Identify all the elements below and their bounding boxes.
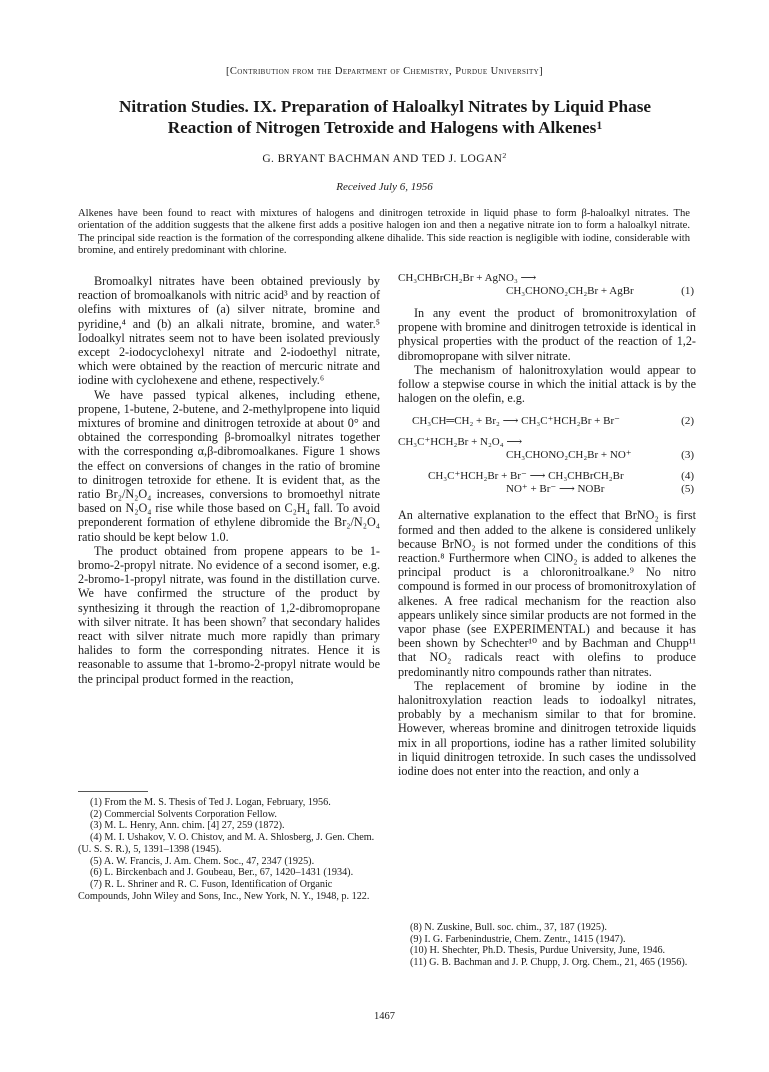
equation-number: (5) <box>681 483 694 496</box>
footnote: (7) R. L. Shriner and R. C. Fuson, Identification of Organic Compounds, John Wiley and Sons, Inc., New York, N. Y., 1948, p. 122. <box>78 878 370 902</box>
footnotes-left <box>78 797 380 902</box>
footnote: (8) N. Zuskine, Bull. soc. chim., 37, 187 (1925). <box>410 922 607 933</box>
paragraph: We have passed typical alkenes, including ethene, propene, 1-butene, 2-butene, and 2-methylpropene into liquid mixtures of bromine and dinitrogen tetroxide at about 0° and obtained the corresponding β-bromoalkyl nitrates together with the corresponding α,β-dibromoalkanes. Figure 1 shows the effect on conversions of changes in the ratio of bromine to dinitrogen tetroxide for ethene. It is evident that, as the ratio Br₂/N₂O₄ increases, conversions to bromoethyl nitrate based on N₂O₄ rise while those based on C₂H₄ fall. To avoid preponderent formation of ethylene dibromide the Br₂/N₂O₄ ratio should be kept below 1.0. <box>78 387 380 544</box>
footnote: (4) M. I. Ushakov, V. O. Chistov, and M. A. Shlosberg, J. Gen. Chem. (U. S. S. R.), 5, 1391–1398 (1945). <box>78 832 375 855</box>
right-column <box>398 272 696 778</box>
equation-4 <box>398 470 696 483</box>
paragraph: Bromoalkyl nitrates have been obtained previously by reaction of bromoalkanols with nitric acid³ and by reaction of olefins with mixtures of (a) silver nitrate, bromine and pyridine,⁴ and (b) an alkali nitrate, bromine, and water.⁵ Iodoalkyl nitrates seem not to have been isolated previously except 2-iodocyclohexyl nitrate and 2-iodoethyl nitrate, which were obtained by the reaction of mercuric nitrate and iodine with cyclohexene and ethene, respectively.⁶ <box>78 274 380 388</box>
contribution-header: [Contribution from the Department of Chemistry, Purdue University] <box>225 66 543 77</box>
title-line-1: Nitration Studies. IX. Preparation of Haloalkyl Nitrates by Liquid Phase <box>118 97 652 116</box>
equation-number: (4) <box>681 470 694 483</box>
title-footnote-mark: 1 <box>596 119 603 132</box>
footnote: (5) A. W. Francis, J. Am. Chem. Soc., 47, 2347 (1925). <box>90 855 315 867</box>
equation-4-text: CH₃C⁺HCH₂Br + Br⁻ ⟶ CH₃CHBrCH₂Br <box>428 470 624 483</box>
footnote: (10) H. Shechter, Ph.D. Thesis, Purdue University, June, 1946. <box>410 945 666 957</box>
equation-1 <box>398 272 696 298</box>
equation-1-line-1: CH₃CHBrCH₂Br + AgNO₃ ⟶ <box>398 272 537 284</box>
equation-number: (3) <box>681 449 694 462</box>
footnote: (1) From the M. S. Thesis of Ted J. Logan, February, 1956. <box>90 797 331 808</box>
paragraph: An alternative explanation to the effect that BrNO₂ is first formed and then added to the alkene is considered unlikely because BrNO₂ is not formed under the conditions of this reaction.⁸ Furthermore when ClNO₂ is added to alkenes the principal product is a chloronitroalkane.⁹ No nitro compound is formed in our process of bromonitroxylation of alkenes. A free radical mechanism for the reaction also appears unlikely since similar products are not formed in the vapor phase (see EXPERIMENTAL) and because it has been shown by Schechter¹⁰ and by Bachman and Chupp¹¹ that NO₂ radicals react with olefins to produce predominantly nitro compounds rather than nitrates. <box>398 508 696 679</box>
footnotes-right <box>398 922 696 969</box>
equation-number: (2) <box>681 415 694 428</box>
title-line-2-text: Reaction of Nitrogen Tetroxide and Halogens with Alkenes <box>167 118 597 137</box>
title-line-2 <box>60 117 710 138</box>
footnote: (11) G. B. Bachman and J. P. Chupp, J. Org. Chem., 21, 465 (1956). <box>410 957 688 969</box>
authors-text: G. BRYANT BACHMAN AND TED J. LOGAN <box>262 153 503 165</box>
equation-2 <box>398 415 696 428</box>
paragraph: The replacement of bromine by iodine in the halonitroxylation reaction leads to iodoalkyl nitrates, probably by a mechanism similar to that for bromine. However, whereas bromine and dinitrogen tetroxide liquids mix in all proportions, iodine has a rather limited solubility in liquid dinitrogen tetroxide. In such cases the undissolved iodine does not enter into the reaction, and only a <box>398 678 696 779</box>
footnote: (6) L. Birckenbach and J. Goubeau, Ber., 67, 1420–1431 (1934). <box>90 867 354 879</box>
footnote: (9) I. G. Farbenindustrie, Chem. Zentr., 1415 (1947). <box>410 933 626 945</box>
authors <box>0 153 769 165</box>
received-date: Received July 6, 1956 <box>336 181 433 193</box>
equation-2-text: CH₃CH═CH₂ + Br₂ ⟶ CH₃C⁺HCH₂Br + Br⁻ <box>412 415 620 428</box>
equation-5 <box>398 483 696 496</box>
equation-1-line-2: CH₃CHONO₂CH₂Br + AgBr <box>506 285 634 297</box>
article-title <box>60 96 710 138</box>
paragraph: The product obtained from propene appears to be 1-bromo-2-propyl nitrate. No evidence of a second isomer, e.g. 2-bromo-1-propyl nitrate, was found in the distillation curve. We have confirmed the structure of the product by synthesizing it through the reaction of 1,2-dibromopropane with silver nitrate. It has been shown⁷ that secondary halides react with silver nitrate much more rapidly than primary halides to form the corresponding nitrates. Hence it is reasonable to assume that 1-bromo-2-propyl nitrate would be the principal product formed in the reaction, <box>78 543 380 686</box>
paragraph: In any event the product of bromonitroxylation of propene with bromine and dinitrogen tetroxide is identical in physical properties with the product of the reaction of 1,2-dibromopropane with silver nitrate. <box>398 306 696 363</box>
equation-block <box>398 415 696 496</box>
equation-3-line-2: CH₃CHONO₂CH₂Br + NO⁺ <box>506 449 632 462</box>
abstract: Alkenes have been found to react with mixtures of halogens and dinitrogen tetroxide in liquid phase to form β-haloalkyl nitrates. The orientation of the addition suggests that the alkene first adds a positive halogen ion and then a negative nitrate ion to form a haloalkyl nitrate. The principal side reaction is the formation of the corresponding alkene dihalide. This side reaction is negligible with iodine, considerable with bromine, and entirely predominant with chlorine. <box>78 208 690 256</box>
left-column <box>78 274 380 686</box>
equation-3 <box>398 436 696 462</box>
footnote: (3) M. L. Henry, Ann. chim. [4] 27, 259 (1872). <box>90 820 285 832</box>
authors-footnote-mark: 2 <box>502 151 507 160</box>
equation-3-line-1: CH₃C⁺HCH₂Br + N₂O₄ ⟶ <box>398 436 523 449</box>
footnote: (2) Commercial Solvents Corporation Fellow. <box>90 808 277 820</box>
footnote-divider <box>78 791 148 792</box>
equation-5-text: NO⁺ + Br⁻ ⟶ NOBr <box>506 483 605 496</box>
equation-number: (1) <box>681 285 694 297</box>
page-number: 1467 <box>374 1011 395 1022</box>
paragraph: The mechanism of halonitroxylation would appear to follow a stepwise course in which the initial attack is by the halogen on the olefin, e.g. <box>398 362 696 406</box>
